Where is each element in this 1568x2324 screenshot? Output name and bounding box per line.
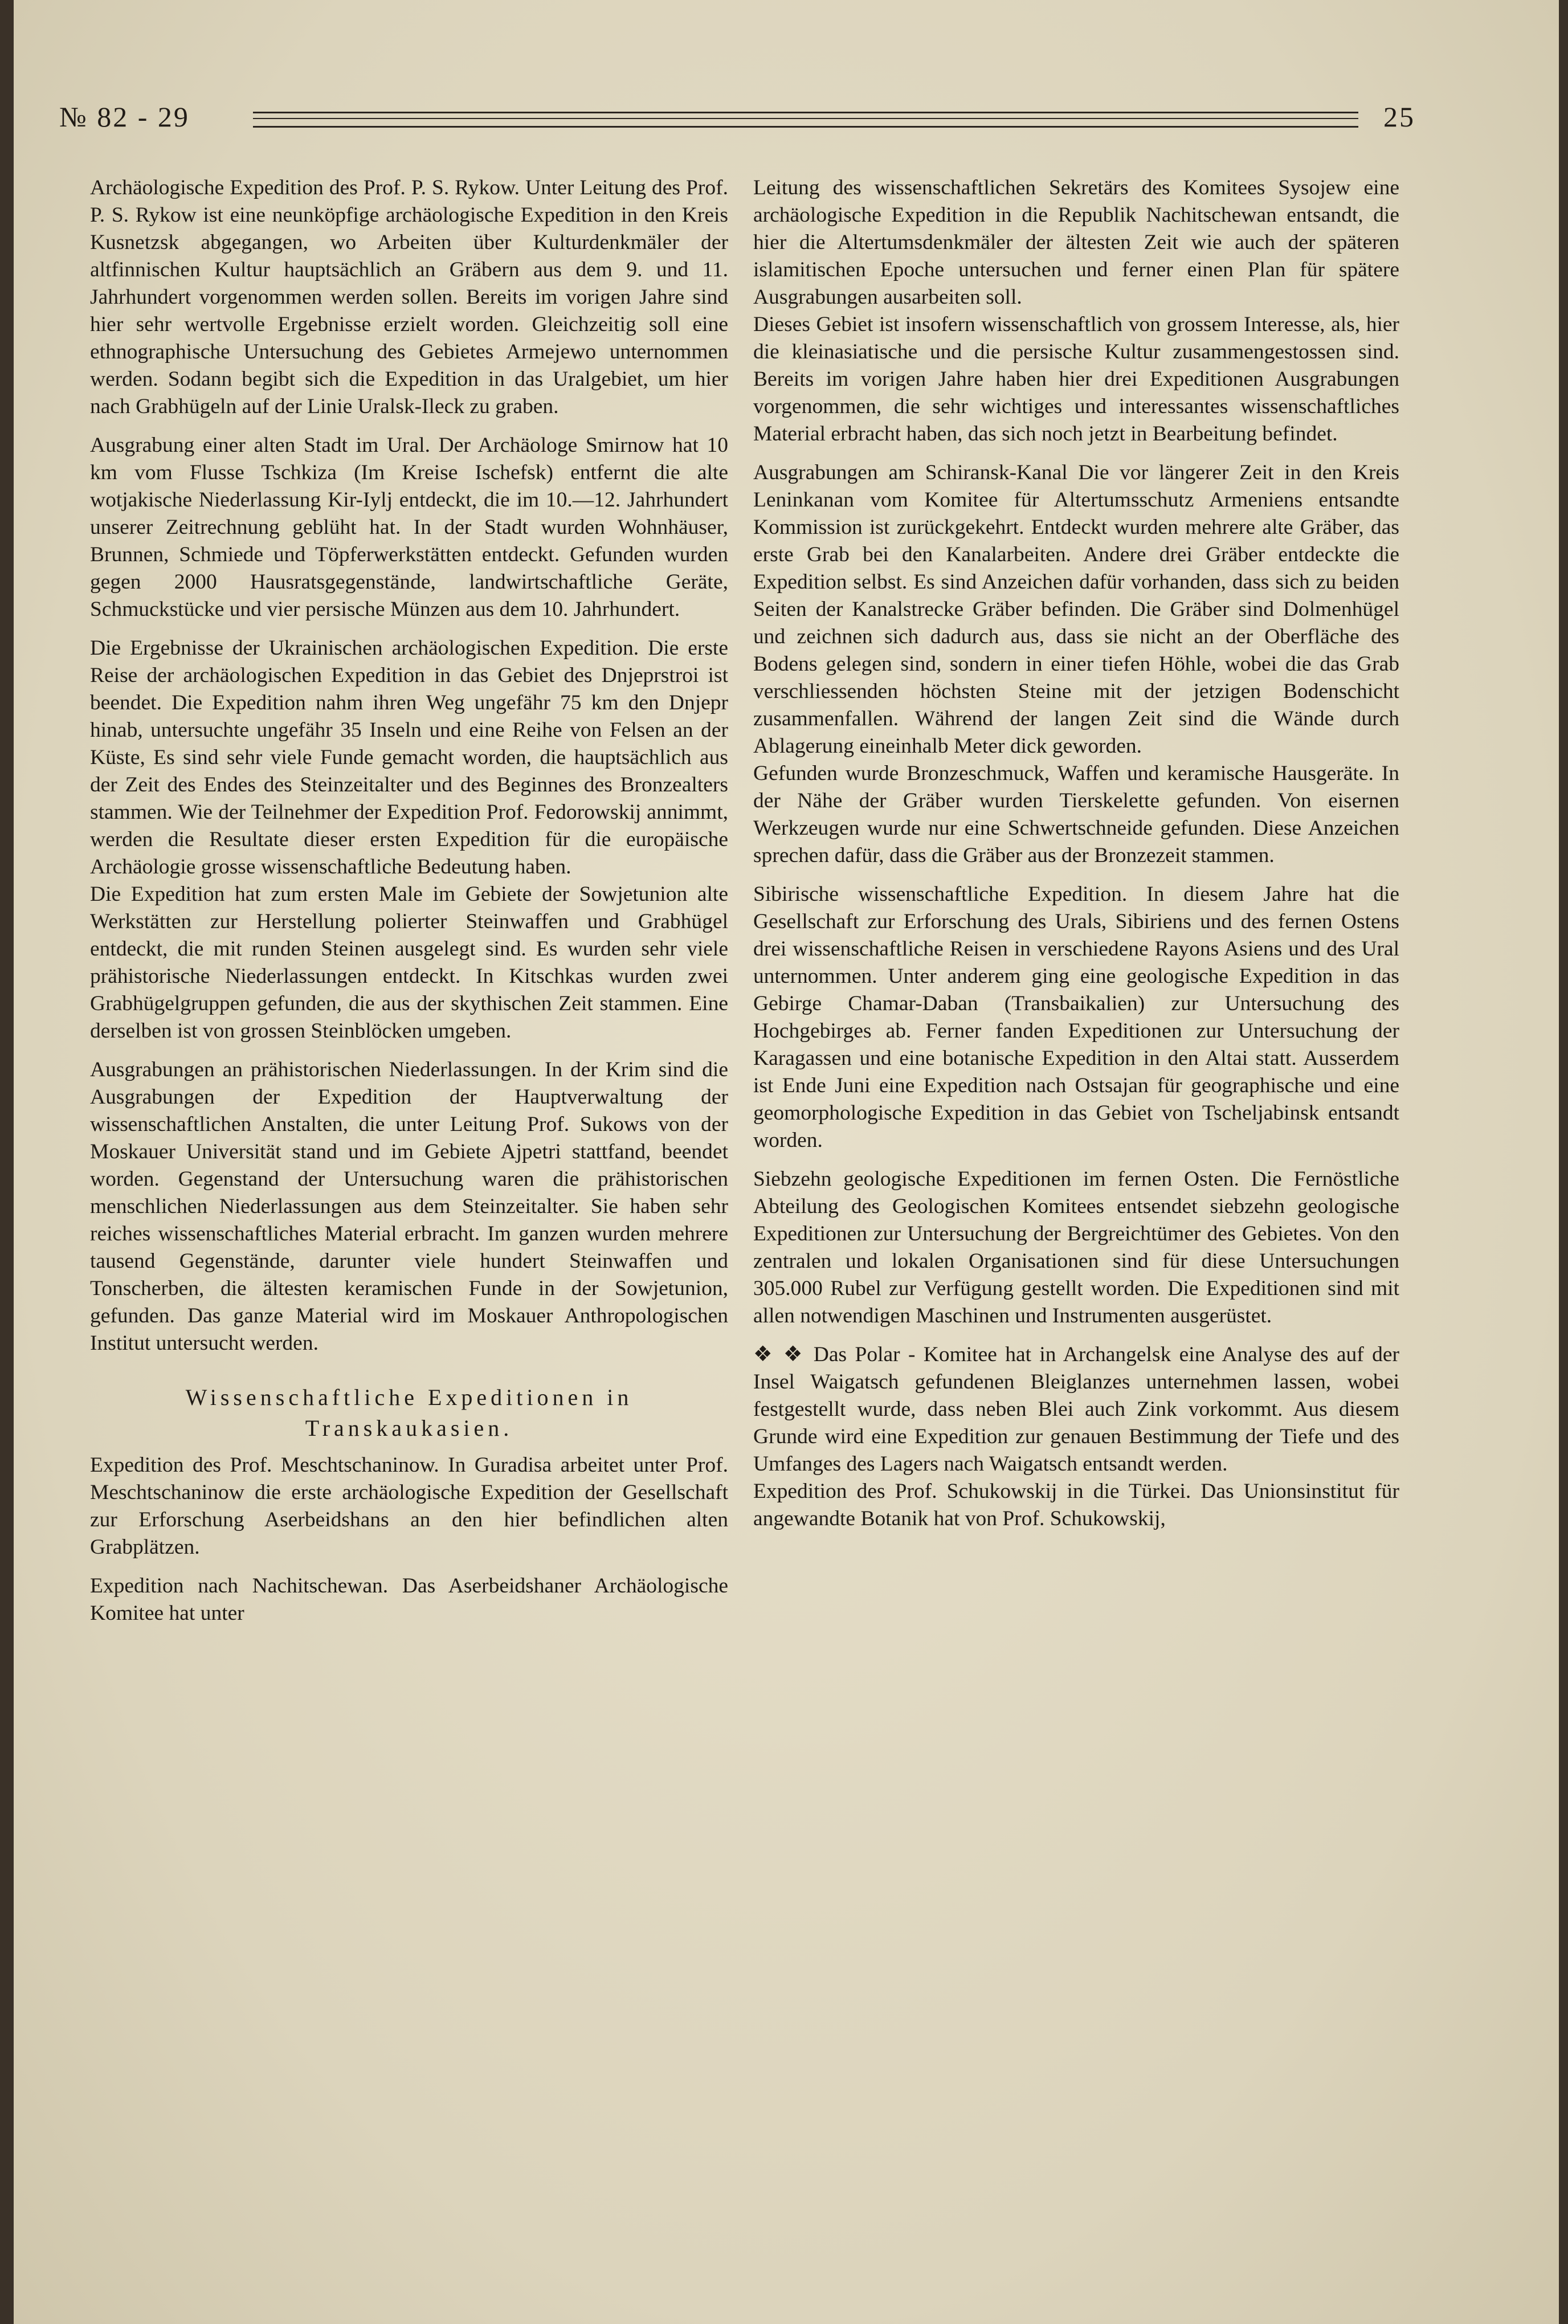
newspaper-page [14,0,1559,2324]
article-meschtschaninow: Expedition des Prof. Meschtschaninow. In Guradisa arbeitet unter Prof. Meschtschaninow die erste archäologische Expedition der Gesellschaft zur Erforschung Aserbeidshans an den hier befindlichen alten Grabplätzen. [90,1453,728,1559]
header-rule [253,112,1358,128]
left-column [90,174,728,1627]
article-nachitschewan-cont: Leitung des wissenschaftlichen Sekretärs des Komitees Sysojew eine archäologische Expedition in die Republik Nachitschewan entsandt, die hier die Altertumsdenkmäler der ältesten Zeit wie auch der späteren islamitischen Epoche untersuchen und ferner einen Plan für spätere Ausgrabungen ausarbeiten soll. [753,176,1399,309]
article-far-east-expeditions: Siebzehn geologische Expeditionen im fernen Osten. Die Fernöstliche Abteilung des Geologischen Komitees entsendet siebzehn geologische Expeditionen zur Untersuchung der Bergreichtümer des Gebietes. Von den zentralen und lokalen Organisationen sind für diese Untersuchungen 305.000 Rubel zur Verfügung gestellt worden. Die Expeditionen sind mit allen notwendigen Maschinen und Instrumenten ausgerüstet. [753,1167,1399,1328]
article-nachitschewan: Expedition nach Nachitschewan. Das Aserbeidshaner Archäologische Komitee hat unter [90,1574,728,1625]
article-rykow: Archäologische Expedition des Prof. P. S. Rykow. Unter Leitung des Prof. P. S. Rykow ist eine neunköpfige archäologische Expedition in den Kreis Kusnetzsk abgegangen, wo Arbeiten über Kulturdenkmäler der altfinnischen Kultur hauptsächlich an Gräbern aus dem 9. und 11. Jahrhundert vorgenommen werden sollen. Bereits im vorigen Jahre sind hier sehr wertvolle Ergebnisse erzielt worden. Gleichzeitig soll eine ethnographische Untersuchung des Gebietes Armejewo unternommen werden. Sodann begibt sich die Expedition in das Uralgebiet, um hier nach Grabhügeln auf der Linie Uralsk-Ileck zu graben. [90,176,728,418]
section-title-line2: Transkaukasien. [305,1415,513,1441]
section-title [90,1382,728,1444]
article-prehistoric-settlements: Ausgrabungen an prähistorischen Niederlassungen. In der Krim sind die Ausgrabungen der Expedition der Hauptverwaltung der wissenschaftlichen Anstalten, die unter Leitung Prof. Sukows von der Moskauer Universität stand und im Gebiete Ajpetri stattfand, beendet worden. Gegenstand der Untersuchung waren die prähistorischen menschlichen Niederlassungen aus dem Steinzeitalter. Sie haben sehr reiches wissenschaftliches Material erbracht. Im ganzen wurden mehrere tausend Gegenstände, darunter viele hundert Steinwaffen und Tonscherben, die ältesten keramischen Funde in der Sowjetunion, gefunden. Das ganze Material wird im Moskauer Anthropologischen Institut untersucht werden. [90,1058,728,1355]
article-schukowskij: Expedition des Prof. Schukowskij in die Türkei. Das Unionsinstitut für angewandte Botanik hat von Prof. Schukowskij, [753,1480,1399,1530]
section-title-line1: Wissenschaftliche Expeditionen in [185,1384,633,1410]
right-column [753,174,1399,1533]
article-ukrainian-expedition-cont: Die Expedition hat zum ersten Male im Gebiete der Sowjetunion alte Werkstätten zur Herstellung polierter Steinwaffen und Grabhügel entdeckt, die mit runden Steinen ausgelegt sind. Es wurden sehr viele prähistorische Niederlassungen entdeckt. In Kitschkas wurden zwei Grabhügelgruppen gefunden, die aus der skythischen Zeit stammen. Eine derselben ist von grossen Steinblöcken umgeben. [90,883,728,1043]
article-schiransk-canal: Ausgrabungen am Schiransk-Kanal Die vor längerer Zeit in den Kreis Leninkanan vom Komitee für Altertumsschutz Armeniens entsandte Kommission ist zurückgekehrt. Entdeckt wurden mehrere alte Gräber, das erste Grab bei den Kanalarbeiten. Andere drei Gräber entdeckte die Expedition selbst. Es sind Anzeichen dafür vorhanden, dass sich zu beiden Seiten der Kanalstrecke Gräber befinden. Die Gräber sind Dolmenhügel und zeichnen sich dadurch aus, dass sie nicht an der Oberfläche des Bodens gelegen sind, sondern in einer tiefen Höhle, wobei die das Grab verschliessenden höchsten Steine mit der jetzigen Bodenschicht zusammenfallen. Während der langen Zeit sind die Wände durch Ablagerung eineinhalb Meter dick geworden. [753,461,1399,758]
page-header [59,95,1415,146]
page-number: 25 [1383,101,1415,133]
article-nachitschewan-interest: Dieses Gebiet ist insofern wissenschaftlich von grossem Interesse, als, hier die kleinasiatische und die persische Kultur zusammengestossen sind. Bereits im vorigen Jahre haben hier drei Expeditionen Ausgrabungen vorgenommen, die sehr wichtiges und interessantes wissenschaftliches Material erbracht haben, das sich noch jetzt in Bearbeitung befindet. [753,313,1399,446]
issue-number: № 82 - 29 [59,101,190,133]
article-polar-committee: ❖ ❖ Das Polar - Komitee hat in Archangelsk eine Analyse des auf der Insel Waigatsch gefundenen Bleiglanzes unternehmen lassen, wobei festgestellt wurde, dass neben Blei auch Zink vorkommt. Aus diesem Grunde wird eine Expedition zur genauen Bestimmung der Tiefe und des Umfanges des Lagers nach Waigatsch entsandt werden. [753,1343,1399,1476]
article-ural-city: Ausgrabung einer alten Stadt im Ural. Der Archäologe Smirnow hat 10 km vom Flusse Tschkiza (Im Kreise Ischefsk) entfernt die alte wotjakische Niederlassung Kir-Iylj entdeckt, die im 10.—12. Jahrhundert unserer Zeitrechnung geblüht hat. In der Stadt wurden Wohnhäuser, Brunnen, Schmiede und Töpferwerkstätten entdeckt. Gefunden wurden gegen 2000 Hausratsgegenstände, landwirtschaftliche Geräte, Schmuckstücke und vier persische Münzen aus dem 10. Jahrhundert. [90,434,728,621]
article-siberian-expedition: Sibirische wissenschaftliche Expedition. In diesem Jahre hat die Gesellschaft zur Erforschung des Urals, Sibiriens und des fernen Ostens drei wissenschaftliche Reisen in verschiedene Rayons Asiens und des Ural unternommen. Unter anderem ging eine geologische Expedition in das Gebirge Chamar-Daban (Transbaikalien) zur Untersuchung des Hochgebirges ab. Ferner fanden Expeditionen zur Untersuchung der Karagassen und eine botanische Expedition in den Altai statt. Ausserdem ist Ende Juni eine Expedition nach Ostsajan für geographische und eine geomorphologische Expedition in das Gebiet von Tscheljabinsk entsandt worden. [753,883,1399,1152]
article-ukrainian-expedition: Die Ergebnisse der Ukrainischen archäologischen Expedition. Die erste Reise der archäologischen Expedition in das Gebiet des Dnjeprstroi ist beendet. Die Expedition nahm ihren Weg ungefähr 75 km den Dnjepr hinab, untersuchte ungefähr 35 Inseln und eine Reihe von Felsen an der Küste, Es sind sehr viele Funde gemacht worden, die hauptsächlich aus der Zeit des Endes des Steinzeitalter und des Beginnes des Bronzealters stammen. Wie der Teilnehmer der Expedition Prof. Fedorowskij annimmt, werden die Resultate dieser ersten Expedition für die europäische Archäologie grosse wissenschaftliche Bedeutung haben. [90,636,728,879]
article-schiransk-finds: Gefunden wurde Bronzeschmuck, Waffen und keramische Hausgeräte. In der Nähe der Gräber wurden Tierskelette gefunden. Von eisernen Werkzeugen wurde nur eine Schwertschneide gefunden. Diese Anzeichen sprechen dafür, dass die Gräber aus der Bronzezeit stammen. [753,762,1399,867]
